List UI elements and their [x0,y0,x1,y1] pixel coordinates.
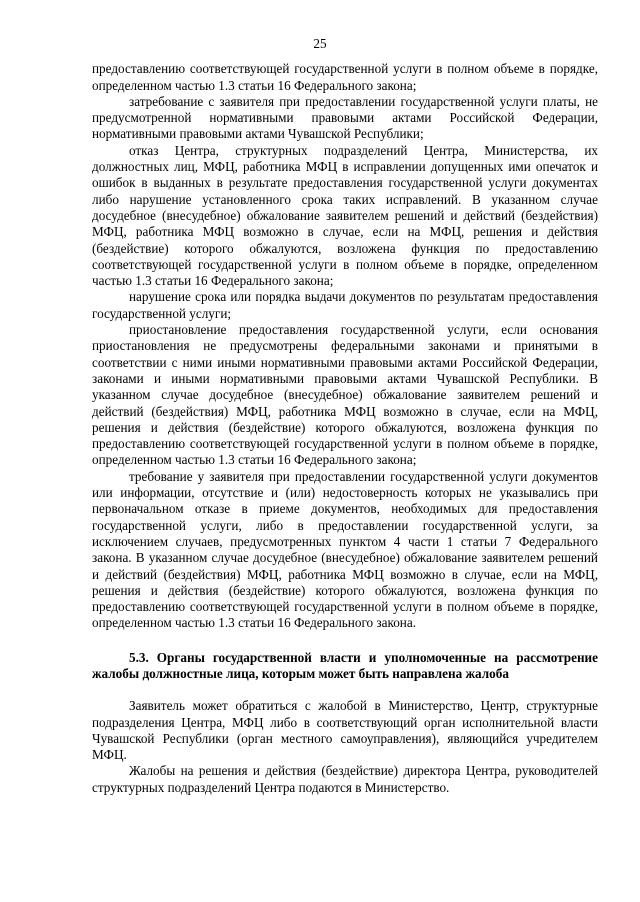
spacer [92,632,598,650]
paragraph-continuation: предоставлению соответствующей государственной услуги в полном объеме в порядке, определенном частью 1.3 статьи 16 Федерального закона; [92,61,598,93]
paragraph: Заявитель может обратиться с жалобой в Министерство, Центр, структурные подразделения Центра, МФЦ либо в соответствующий орган исполнительной власти Чувашской Республики (орган местного самоуправления), являющийся учредителем МФЦ. [92,698,598,763]
page-number: 25 [313,36,327,51]
paragraph: требование у заявителя при предоставлении государственной услуги документов или информации, отсутствие и (или) недостоверность которых не указывались при первоначальном отказе в приеме документов, необходимых для предоставления государственной услуги, либо в предоставлении государственной услуги, за исключением случаев, предусмотренных пунктом 4 части 1 статьи 7 Федерального закона. В указанном случае досудебное (внесудебное) обжалование заявителем решений и действий (бездействия) МФЦ, работника МФЦ возможно в случае, если на МФЦ, решения и действия (бездействие) которого обжалуются, возложена функция по предоставлению соответствующей государственной услуги в полном объеме в порядке, определенном частью 1.3 статьи 16 Федерального закона. [92,468,598,631]
paragraph: Жалобы на решения и действия (бездействие) директора Центра, руководителей структурных подразделений Центра подаются в Министерство. [92,763,598,795]
paragraph: затребование с заявителя при предоставлении государственной услуги платы, не предусмотренной нормативными правовыми актами Российской Федерации, нормативными правовыми актами Чувашской Республики; [92,93,598,142]
spacer [92,682,598,698]
paragraph: нарушение срока или порядка выдачи документов по результатам предоставления государственной услуги; [92,289,598,321]
section-heading: 5.3. Органы государственной власти и уполномоченные на рассмотрение жалобы должностные лица, которым может быть направлена жалоба [92,649,598,681]
paragraph: отказ Центра, структурных подразделений Центра, Министерства, их должностных лиц, МФЦ, работника МФЦ в исправлении допущенных ими опечаток и ошибок в выданных в результате предоставления государственной услуги документах либо нарушение установленного срока таких исправлений. В указанном случае досудебное (внесудебное) обжалование заявителем решений и действий (бездействия) МФЦ, работника МФЦ возможно в случае, если на МФЦ, решения и действия (бездействие) которого обжалуются, возложена функция по предоставлению соответствующей государственной услуги в полном объеме в порядке, определенном частью 1.3 статьи 16 Федерального закона; [92,142,598,289]
paragraph: приостановление предоставления государственной услуги, если основания приостановления не предусмотрены федеральными законами и принятыми в соответствии с ними иными нормативными правовыми актами Российской Федерации, законами и иными нормативными правовыми актами Чувашской Республики. В указанном случае досудебное (внесудебное) обжалование заявителем решений и действий (бездействия) МФЦ, работника МФЦ возможно в случае, если на МФЦ, решения и действия (бездействие) которого обжалуются, возложена функция по предоставлению соответствующей государственной услуги в полном объеме в порядке, определенном частью 1.3 статьи 16 Федерального закона; [92,322,598,468]
